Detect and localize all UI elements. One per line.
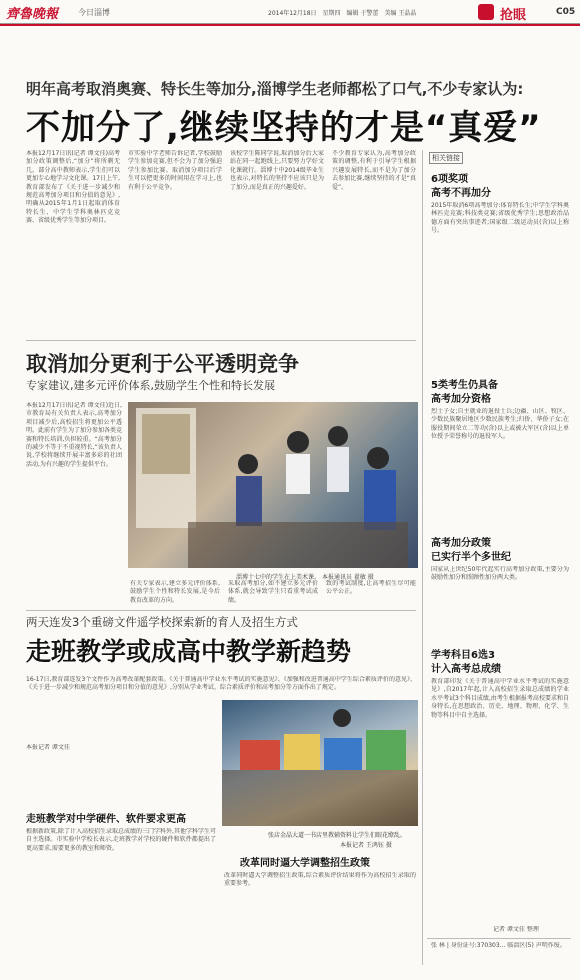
edition-name: 今日淄博: [78, 8, 110, 17]
story3-column-b: 改革同时逼大学调整招生政策,综合素质评价结果将作为高校招生录取的重要参考。: [224, 872, 416, 888]
sidebar-note: 记者 谭文佳 整理: [493, 926, 539, 933]
art-class-photo: [128, 402, 418, 568]
sidebar-heading: 5类考生仍具备: [431, 380, 498, 391]
story2-column-4: 致的考试制度,让高考招生尽可能公平公正。: [326, 580, 416, 596]
lead-column-1: 本报12月17日讯(记者 谭文佳)高考加分政策调整后,“加分”将所剩无几。部分高中教师表示,学生们可以更加专心地学习文化课。17日上午,教育部发布了《关于进一步减少和规范高考加分项目和分值的意见》,明确从2015年1月1日起取消体育特长生、中学生学科奥林匹克竞赛、省级优秀学生等加分项目。: [26, 150, 120, 225]
story3-headline: 走班教学或成高中教学新趋势: [26, 637, 352, 666]
photo-credit: 本报通讯员 翟敏 摄: [321, 574, 374, 581]
story2-column-2: 有关专家表示,建立多元评价体系,鼓励学生个性和特长发展,是今后教育改革的方向。: [130, 580, 220, 604]
header-divider: [0, 24, 580, 26]
sidebar-text: 国家从上世纪50年代起实行高考加分政策,主要分为鼓励性加分和照顾性加分两大类。: [431, 566, 569, 582]
lead-headline: 不加分了,继续坚持的才是“真爱”: [26, 108, 542, 148]
lead-column-4: 不少教育专家认为,高考加分政策的调整,有利于引导学生根据兴趣发展特长,而不是为了加分去参加比赛,继续坚持的才是“真爱”。: [332, 150, 416, 191]
divider: [26, 340, 416, 341]
dateline: 2014年12月18日 星期四 编辑 于警蕾 美编 王晶晶: [268, 10, 417, 17]
story2-subhead: 专家建议,建多元评价体系,鼓励学生个性和特长发展: [26, 379, 275, 392]
sidebar-tab: 相关链接: [429, 152, 463, 164]
divider: [427, 938, 571, 939]
divider: [26, 610, 416, 611]
story3-intro: 16-17日,教育部连发3个文件作为高考改革配套政策。《关于普通高中学业水平考试的实施意见》、《加强和改进普通高中学生综合素质评价的意见》、《关于进一步减少和规范高考加分项目和分值的意见》,分别从学业考试、综合素质评价和高考加分等方面作出了规定。: [26, 676, 416, 692]
story3-column-a: 根据新政策,除了计入高校招生录取总成绩的三门学科外,其他学科学生可自主选择。市实验中学校长表示,走班教学对学校的硬件和软件都提出了更高要求,需要更多的教室和师资。: [26, 828, 216, 852]
photo-illustration: [128, 402, 418, 568]
story3-subhead-b: 改革同时逼大学调整招生政策: [240, 858, 370, 869]
story2-column-3: 采取高考加分,如不建立多元评价体系,就会导致学生只看重考试成绩。: [228, 580, 318, 604]
lead-column-2: 市实验中学老师告诉记者,学校鼓励学生参加竞赛,但不会为了加分强迫学生参加比赛。取消加分项目后学生可以把更多的时间用在学习上,也有利于公平竞争。: [128, 150, 222, 191]
page-number: C05: [556, 7, 576, 17]
sidebar-heading: 计入高考总成绩: [431, 664, 501, 675]
photo2-caption: 张店金晶大道一书店里教辅资料让学生们眼花缭乱。: [268, 832, 407, 839]
story2-column-1: 本报12月17日讯(记者 谭文佳)近日,市教育局有关负责人表示,高考加分项目减少后,高校招生将更加公平透明。此前有学生为了加分参加各类竞赛和特长培训,负担较重。“高考加分的减少不等于不重视特长,”该负责人说,学校将继续开展丰富多彩的社团活动,为有兴趣的学生提供平台。: [26, 402, 122, 468]
sidebar-heading: 学考科目6选3: [431, 650, 495, 661]
bookstore-photo: [222, 700, 418, 826]
story3-byline: 本报记者 谭文佳: [26, 744, 70, 751]
sidebar-text: 2015年取消6项高考加分:体育特长生;中学生学科奥林匹克竞赛;科技类竞赛;省级优秀学生;思想政治品德方面有突出事迹者;国家级二级运动员(含)以上称号。: [431, 202, 569, 235]
section-title: 抢眼: [500, 8, 527, 23]
sidebar-heading: 高考加分政策: [431, 538, 491, 549]
sidebar-text: 教育部印发《关于普通高中学业水平考试的实施意见》,自2017年起,计入高校招生录取总成绩的学业水平考试3个科目成绩,由考生根据报考高校要求和自身特长,在思想政治、历史、地理、物理、化学、生物等科目中自主选择。: [431, 678, 569, 719]
sidebar-text: 烈士子女;自主就业的退役士兵;边疆、山区、牧区、少数民族聚居地区少数民族考生;归侨、华侨子女;在服役期间荣立二等功(含)以上或被大军区(含)以上单位授予荣誉称号的退役军人。: [431, 408, 569, 441]
photo-illustration: [222, 700, 418, 826]
photo-caption: 淄博十七中的学生在上美术课。 本报通讯员 翟敏 摄: [236, 574, 374, 581]
sidebar-heading: 高考不再加分: [431, 188, 491, 199]
sidebar: [422, 150, 574, 965]
story3-kicker: 两天连发3个重磅文件遥学校探索新的育人及招生方式: [26, 615, 298, 629]
sidebar-heading: 6项奖项: [431, 174, 468, 185]
masthead: [0, 0, 580, 24]
sidebar-footer: 张 林 | 身份证号:370303... 临淄区(5) 声明作废。: [431, 942, 566, 949]
newspaper-logo: 齊魯晚報: [6, 7, 59, 22]
photo2-credit: 本报记者 王鸿钰 摄: [340, 842, 392, 849]
lead-column-3: 该校学生陈同学说,取消加分后大家站在同一起跑线上,只要努力学好文化课就行。淄博十中2014级毕业生也表示,对特长的坚持不应该只是为了加分,而是真正的兴趣爱好。: [230, 150, 324, 191]
story2-headline: 取消加分更利于公平透明竞争: [26, 352, 299, 376]
lead-kicker: 明年高考取消奥赛、特长生等加分,淄博学生老师都松了口气,不少专家认为:: [26, 80, 524, 98]
story3-subhead-a: 走班教学对中学硬件、软件要求更高: [26, 814, 186, 825]
sidebar-heading: 高考加分资格: [431, 394, 491, 405]
section-icon: [478, 4, 494, 20]
sidebar-heading: 已实行半个多世纪: [431, 552, 511, 563]
